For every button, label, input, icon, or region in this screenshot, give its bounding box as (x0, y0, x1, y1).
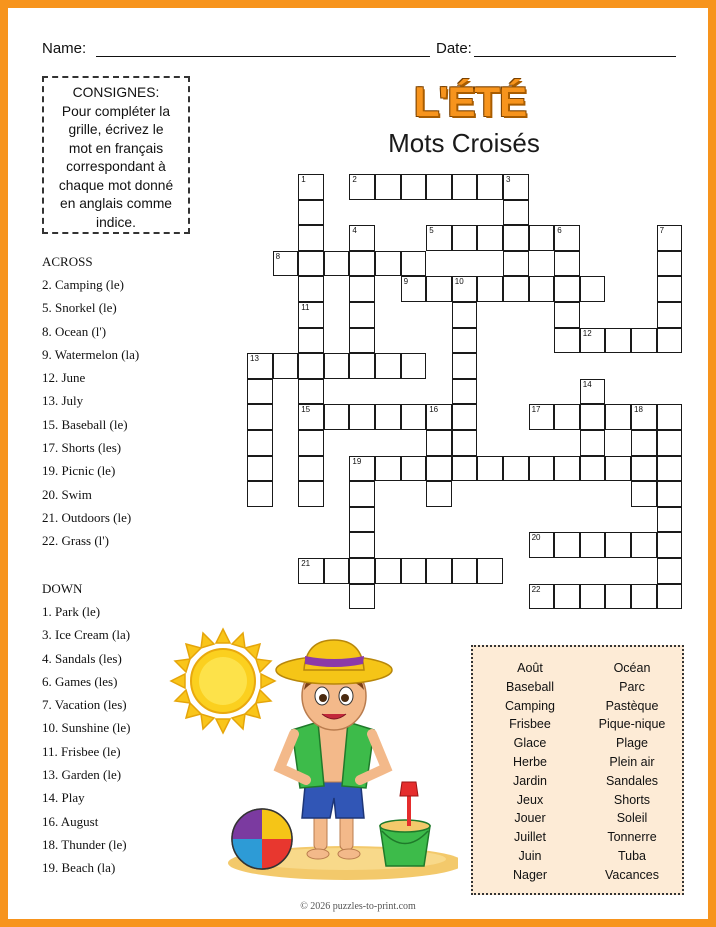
grid-cell[interactable] (503, 456, 529, 482)
grid-cell[interactable] (657, 225, 683, 251)
grid-cell[interactable] (298, 353, 324, 379)
grid-cell[interactable] (554, 404, 580, 430)
clue-number: 4 (352, 226, 357, 236)
grid-cell[interactable] (605, 584, 631, 610)
instructions-line: grille, écrivez le (68, 122, 164, 137)
page-subtitle: Mots Croisés (388, 128, 540, 158)
across-clue: 12. June (42, 370, 86, 386)
grid-cell[interactable] (349, 456, 375, 482)
grid-cell[interactable] (580, 328, 606, 354)
grid-cell[interactable] (554, 302, 580, 328)
grid-cell[interactable] (273, 251, 299, 277)
grid-cell[interactable] (529, 276, 555, 302)
grid-cell[interactable] (349, 328, 375, 354)
grid-cell[interactable] (605, 456, 631, 482)
grid-cell[interactable] (657, 481, 683, 507)
across-clue: 9. Watermelon (la) (42, 346, 140, 362)
word-bank-word: Shorts (613, 792, 651, 807)
page-title: L'ÉTÉ (413, 78, 527, 125)
grid-cell[interactable] (452, 328, 478, 354)
grid-cell[interactable] (605, 328, 631, 354)
clue-number: 3 (506, 175, 511, 184)
instructions-heading: CONSIGNES: (72, 85, 160, 100)
sand-bucket-icon (380, 782, 430, 866)
grid-cell[interactable] (452, 174, 478, 200)
grid-cell[interactable] (401, 251, 427, 277)
grid-cell[interactable] (298, 200, 324, 226)
clue-number: 13 (250, 354, 259, 364)
grid-cell[interactable] (349, 507, 375, 533)
grid-cell[interactable] (349, 174, 375, 200)
instructions-line: correspondant à (66, 159, 166, 174)
grid-cell[interactable] (554, 225, 580, 251)
grid-cell[interactable] (477, 174, 503, 200)
down-clue: 7. Vacation (les) (42, 697, 127, 713)
word-bank-word: Glace (513, 736, 547, 751)
grid-cell[interactable] (580, 276, 606, 302)
grid-cell[interactable] (605, 532, 631, 558)
word-bank-word: Juin (518, 848, 542, 863)
grid-cell[interactable] (349, 251, 375, 277)
grid-cell[interactable] (401, 174, 427, 200)
word-bank-word: Pastèque (605, 698, 659, 713)
across-clue: 22. Grass (l') (42, 533, 109, 549)
clue-number: 22 (531, 584, 541, 594)
down-clue: 4. Sandals (les) (42, 650, 122, 666)
grid-cell[interactable] (298, 225, 324, 251)
grid-cell[interactable] (657, 558, 683, 584)
word-bank-word: Plein air (609, 754, 655, 769)
word-bank-word: Nager (512, 867, 548, 882)
grid-cell[interactable] (580, 456, 606, 482)
grid-cell[interactable] (452, 276, 478, 302)
grid-cell[interactable] (349, 225, 375, 251)
across-clue: 15. Baseball (le) (42, 416, 128, 432)
clue-number: 17 (531, 405, 541, 415)
grid-cell[interactable] (631, 532, 657, 558)
word-bank-word: Août (517, 661, 543, 675)
across-clue: 2. Camping (le) (42, 277, 124, 292)
grid-cell[interactable] (401, 404, 427, 430)
sun-icon (171, 629, 275, 733)
across-clue: 20. Swim (42, 486, 92, 502)
grid-cell[interactable] (401, 558, 427, 584)
word-bank-word: Juillet (514, 830, 546, 845)
grid-cell[interactable] (631, 328, 657, 354)
grid-cell[interactable] (426, 456, 452, 482)
grid-cell[interactable] (503, 225, 529, 251)
clue-number: 11 (301, 303, 310, 312)
clue-number: 6 (557, 226, 562, 236)
grid-cell[interactable] (298, 328, 324, 354)
grid-cell[interactable] (298, 430, 324, 456)
instructions-line: Pour compléter la (61, 103, 171, 119)
grid-cell[interactable] (477, 558, 503, 584)
word-bank-word: Herbe (512, 754, 548, 769)
word-bank-word: Pique-nique (598, 717, 666, 732)
word-bank-word: Frisbee (509, 717, 551, 732)
across-clue: 5. Snorkel (le) (42, 300, 117, 316)
grid-cell[interactable] (580, 430, 606, 456)
grid-cell[interactable] (657, 430, 683, 456)
grid-cell[interactable] (324, 558, 350, 584)
boy-icon (276, 640, 392, 859)
grid-cell[interactable] (657, 251, 683, 277)
grid-cell[interactable] (247, 404, 273, 430)
across-clue: 13. July (42, 393, 84, 409)
grid-cell[interactable] (657, 532, 683, 558)
across-clue: 19. Picnic (le) (42, 463, 116, 479)
grid-cell[interactable] (401, 353, 427, 379)
down-heading: DOWN (42, 581, 83, 596)
down-clue: 14. Play (42, 790, 85, 806)
down-clue: 10. Sunshine (le) (42, 720, 131, 736)
grid-cell[interactable] (631, 404, 657, 430)
grid-cell[interactable] (503, 251, 529, 277)
across-clue: 21. Outdoors (le) (42, 509, 132, 525)
grid-cell[interactable] (298, 558, 324, 584)
name-label: Name: (42, 40, 87, 57)
grid-cell[interactable] (375, 558, 401, 584)
grid-cell[interactable] (554, 532, 580, 558)
word-bank-word: Sandales (605, 773, 659, 788)
grid-cell[interactable] (426, 404, 452, 430)
grid-cell[interactable] (349, 532, 375, 558)
grid-cell[interactable] (247, 481, 273, 507)
grid-cell[interactable] (401, 276, 427, 302)
grid-cell[interactable] (657, 404, 683, 430)
grid-cell[interactable] (529, 456, 555, 482)
grid-cell[interactable] (477, 456, 503, 482)
clue-number: 5 (429, 226, 434, 236)
grid-cell[interactable] (657, 456, 683, 482)
grid-cell[interactable] (426, 174, 452, 200)
grid-cell[interactable] (426, 558, 452, 584)
word-bank-column-left (480, 659, 580, 885)
grid-cell[interactable] (349, 276, 375, 302)
grid-cell[interactable] (631, 481, 657, 507)
grid-cell[interactable] (554, 584, 580, 610)
clue-number: 16 (429, 405, 439, 415)
clue-number: 19 (352, 456, 362, 466)
grid-cell[interactable] (657, 328, 683, 354)
grid-cell[interactable] (529, 225, 555, 251)
instructions-line: indice. (96, 214, 136, 230)
across-clue: 17. Shorts (les) (42, 440, 122, 456)
word-bank-word: Vacances (605, 867, 659, 882)
clue-number: 2 (352, 175, 357, 184)
footer-copyright: © 2026 puzzles-to-print.com (300, 901, 416, 912)
down-clue: 6. Games (les) (42, 673, 118, 689)
crossword-grid (8, 8, 708, 628)
word-bank-word: Tuba (617, 848, 647, 863)
grid-cell[interactable] (631, 456, 657, 482)
clue-number: 7 (659, 226, 665, 236)
grid-cell[interactable] (452, 302, 478, 328)
grid-cell[interactable] (580, 532, 606, 558)
beach-ball-icon (232, 809, 292, 869)
grid-cell[interactable] (580, 379, 606, 405)
grid-cell[interactable] (247, 379, 273, 405)
grid-cell[interactable] (298, 481, 324, 507)
down-clue: 16. August (42, 813, 99, 829)
down-clue: 18. Thunder (le) (42, 836, 127, 852)
clue-number: 1 (301, 175, 306, 184)
grid-cell[interactable] (657, 302, 683, 328)
grid-cell[interactable] (657, 584, 683, 610)
grid-cell[interactable] (298, 276, 324, 302)
word-bank-word: Plage (616, 736, 648, 751)
grid-cell[interactable] (298, 174, 324, 200)
summer-illustration (168, 626, 458, 888)
across-heading: ACROSS (42, 254, 93, 269)
word-bank-word: Baseball (506, 679, 554, 694)
grid-cell[interactable] (247, 430, 273, 456)
down-clue: 1. Park (le) (42, 604, 101, 619)
word-bank-word: Parc (619, 679, 645, 694)
grid-cell[interactable] (349, 404, 375, 430)
down-clue: 11. Frisbee (le) (42, 743, 121, 759)
word-bank-word: Camping (504, 698, 556, 713)
grid-cell[interactable] (554, 456, 580, 482)
instructions-line: mot en français (68, 140, 164, 156)
grid-cell[interactable] (452, 353, 478, 379)
grid-cell[interactable] (554, 328, 580, 354)
clue-number: 9 (403, 277, 409, 287)
grid-cell[interactable] (375, 404, 401, 430)
word-bank-word: Jouer (514, 811, 546, 826)
grid-cell[interactable] (298, 456, 324, 482)
grid-cell[interactable] (375, 174, 401, 200)
grid-cell[interactable] (452, 225, 478, 251)
grid-cell[interactable] (503, 174, 529, 200)
clue-number: 12 (582, 328, 592, 338)
word-bank-word: Océan (613, 661, 651, 675)
grid-cell[interactable] (247, 353, 273, 379)
grid-cell[interactable] (324, 353, 350, 379)
grid-cell[interactable] (452, 456, 478, 482)
word-bank-word: Jardin (512, 773, 548, 788)
clue-number: 20 (531, 533, 541, 543)
grid-cell[interactable] (529, 584, 555, 610)
down-clue: 13. Garden (le) (42, 767, 122, 783)
grid-cell[interactable] (375, 251, 401, 277)
grid-cell[interactable] (554, 251, 580, 277)
clue-number: 10 (454, 277, 464, 287)
grid-cell[interactable] (324, 404, 350, 430)
grid-cell[interactable] (529, 532, 555, 558)
grid-cell[interactable] (298, 251, 324, 277)
grid-cell[interactable] (657, 276, 683, 302)
grid-cell[interactable] (503, 276, 529, 302)
grid-cell[interactable] (349, 302, 375, 328)
down-clue: 3. Ice Cream (la) (42, 627, 131, 643)
word-bank (471, 645, 684, 895)
grid-cell[interactable] (426, 276, 452, 302)
grid-cell[interactable] (349, 558, 375, 584)
clue-number: 8 (275, 251, 281, 261)
grid-cell[interactable] (452, 404, 478, 430)
grid-cell[interactable] (375, 353, 401, 379)
word-bank-word: Soleil (616, 811, 648, 826)
grid-cell[interactable] (554, 276, 580, 302)
grid-cell[interactable] (657, 507, 683, 533)
grid-cell[interactable] (349, 584, 375, 610)
grid-cell[interactable] (452, 379, 478, 405)
grid-cell[interactable] (426, 430, 452, 456)
word-bank-word: Tonnerre (607, 830, 657, 845)
grid-cell[interactable] (529, 404, 555, 430)
clue-number: 14 (582, 379, 592, 389)
clue-number: 15 (301, 405, 311, 415)
grid-cell[interactable] (477, 225, 503, 251)
clue-number: 18 (634, 405, 643, 415)
instructions-line: en anglais comme (60, 196, 172, 211)
across-clue: 8. Ocean (l') (42, 323, 107, 339)
grid-cell[interactable] (247, 456, 273, 482)
grid-cell[interactable] (426, 225, 452, 251)
grid-cell[interactable] (631, 584, 657, 610)
grid-cell[interactable] (605, 404, 631, 430)
grid-cell[interactable] (349, 353, 375, 379)
grid-cell[interactable] (375, 456, 401, 482)
grid-cell[interactable] (452, 430, 478, 456)
grid-cell[interactable] (273, 353, 299, 379)
instructions-line: chaque mot donné (58, 177, 174, 193)
grid-cell[interactable] (631, 430, 657, 456)
grid-cell[interactable] (503, 200, 529, 226)
grid-cell[interactable] (298, 404, 324, 430)
down-clue: 19. Beach (la) (42, 860, 116, 876)
grid-cell[interactable] (580, 584, 606, 610)
grid-cell[interactable] (477, 276, 503, 302)
grid-cell[interactable] (298, 379, 324, 405)
grid-cell[interactable] (401, 456, 427, 482)
grid-cell[interactable] (426, 481, 452, 507)
grid-cell[interactable] (349, 481, 375, 507)
grid-cell[interactable] (580, 404, 606, 430)
grid-cell[interactable] (298, 302, 324, 328)
grid-cell[interactable] (452, 558, 478, 584)
clue-number: 21 (301, 559, 311, 568)
date-label: Date: (436, 40, 472, 57)
word-bank-column-right (582, 659, 682, 885)
word-bank-word: Jeux (516, 792, 544, 807)
grid-cell[interactable] (324, 251, 350, 277)
